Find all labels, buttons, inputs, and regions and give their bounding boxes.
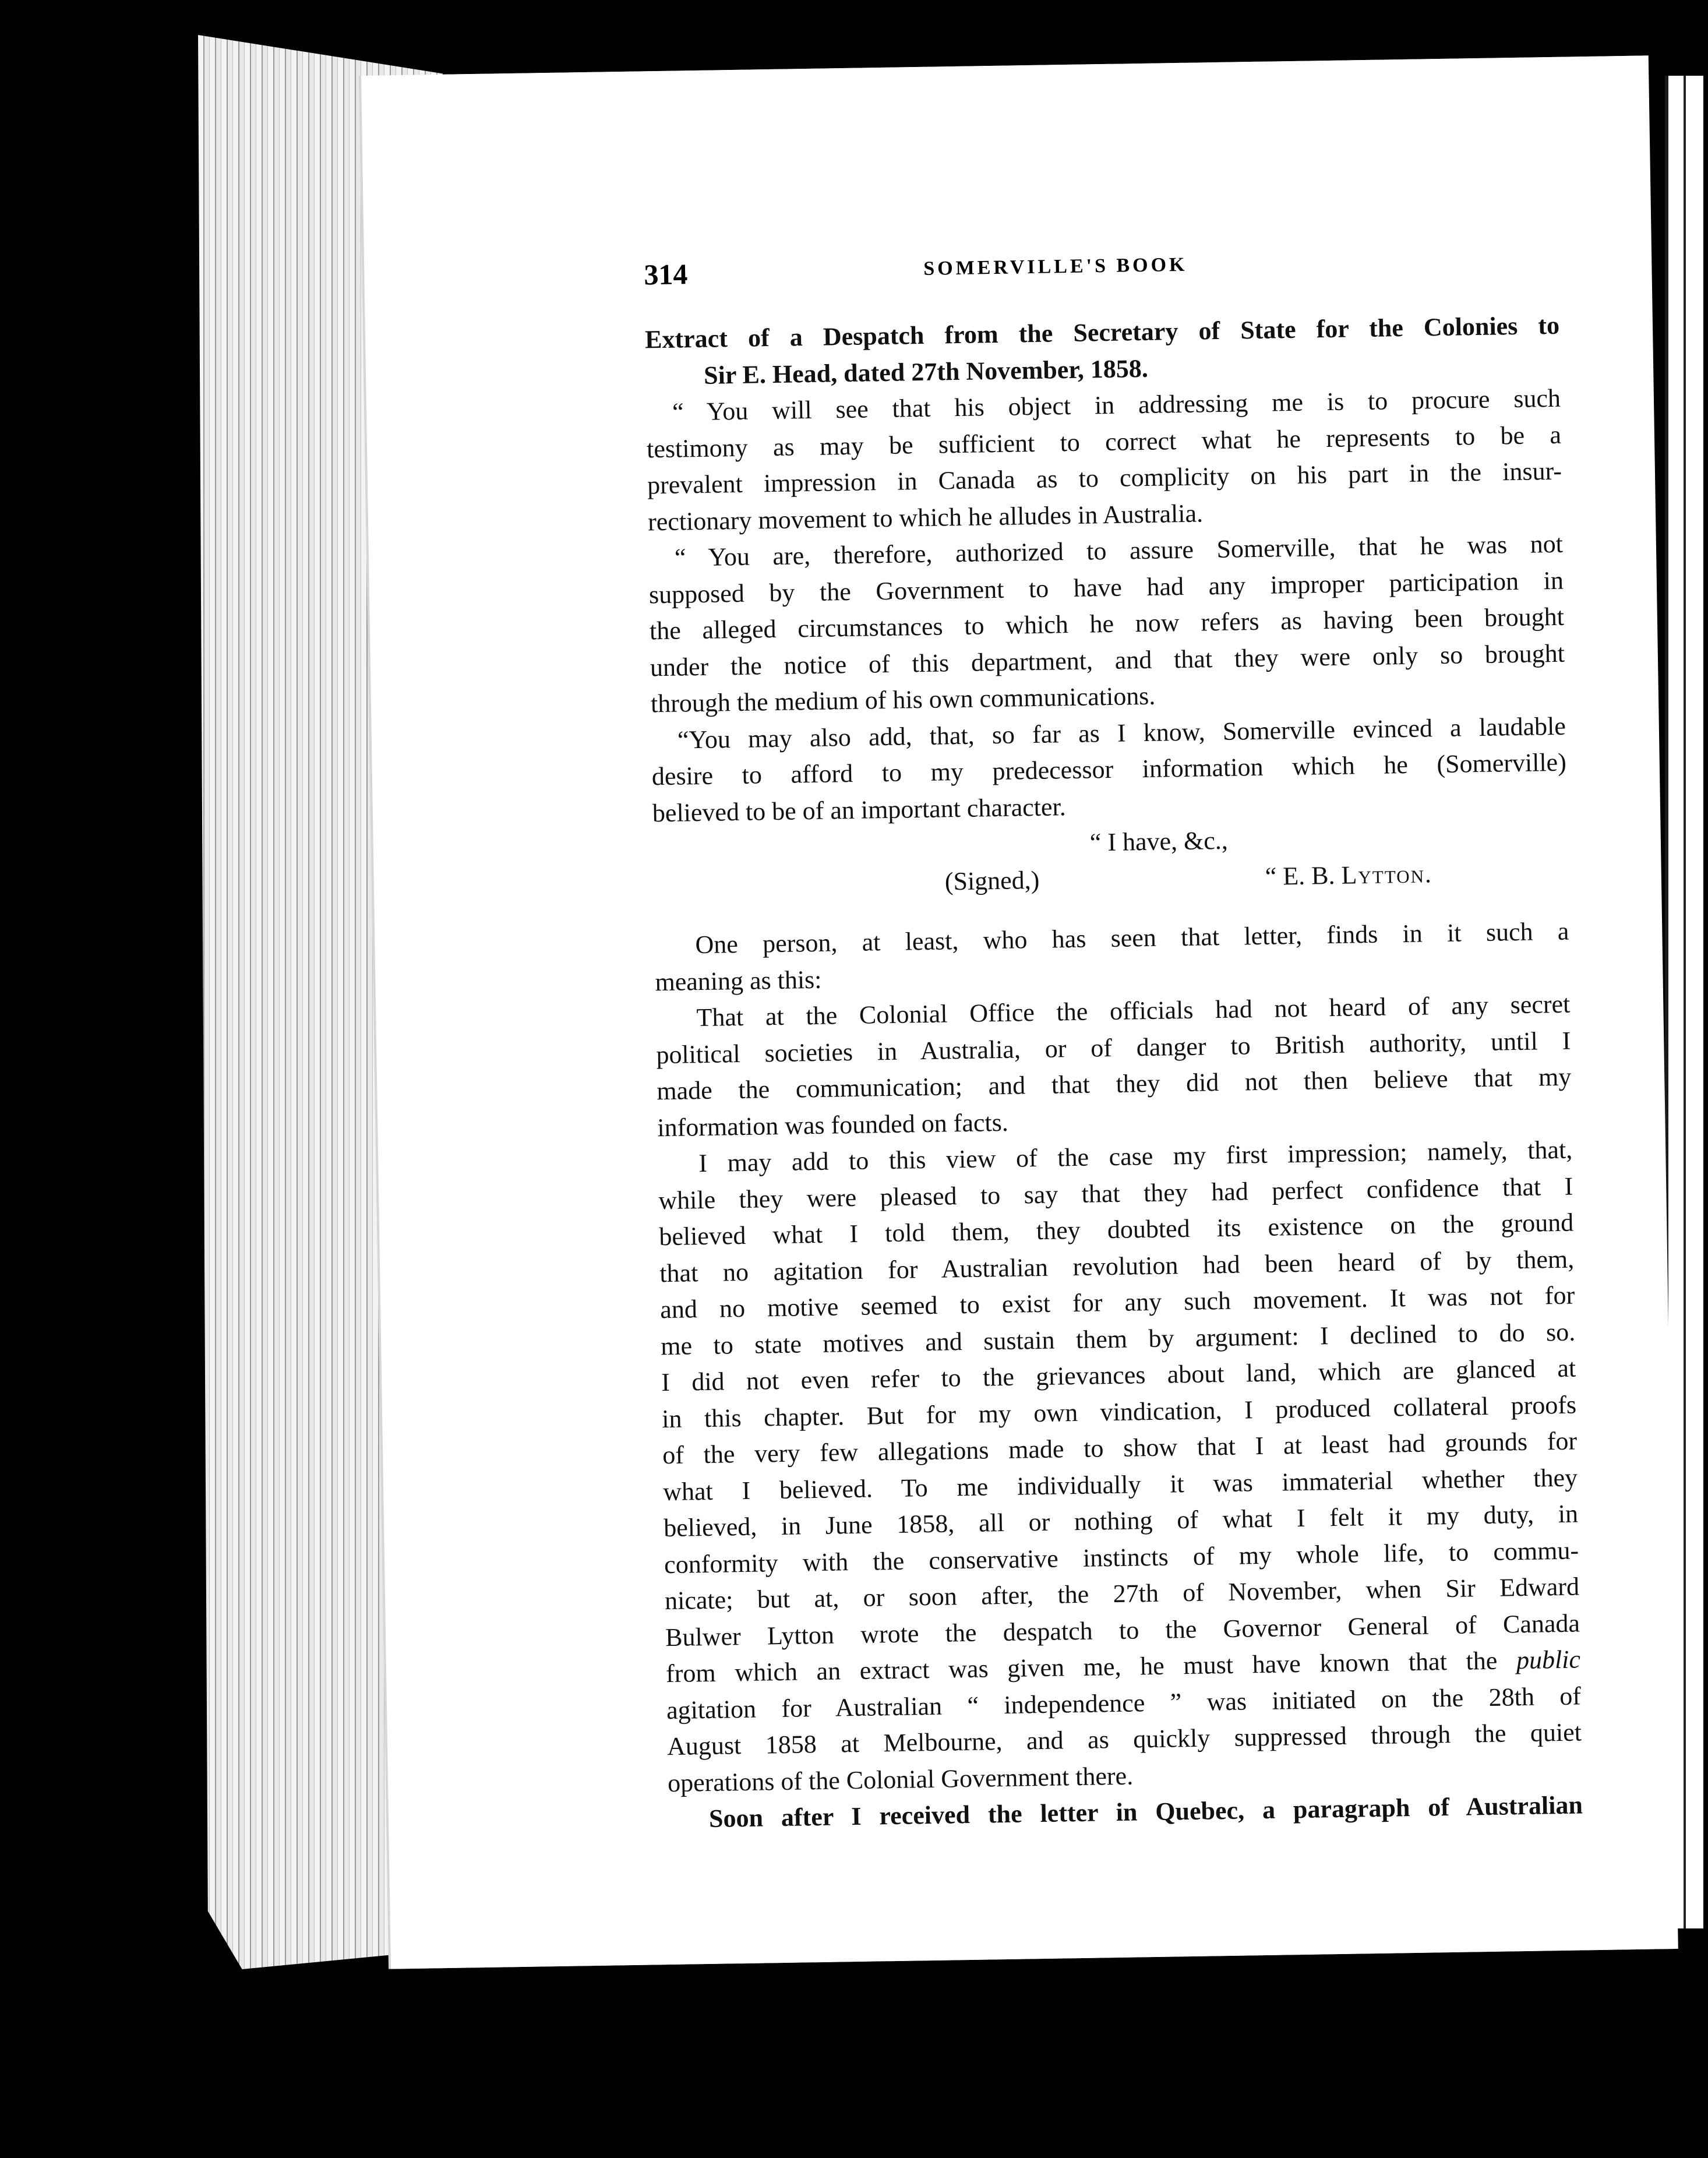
text-line: of the very few allegations made to show that I at least had grounds for [662,1426,1578,1470]
text-line: believed to be of an important character. [652,792,1067,827]
text-line: me to state motives and sustain them by argument: I declined to do so. [660,1317,1576,1360]
text-line: made the communication; and that they did not then believe that my [657,1062,1572,1106]
text-run: from which an extract was given me, he must have known that the [665,1646,1498,1688]
text-line: meaning as this: [655,965,822,996]
text-line: I did not even refer to the grievances about land, which are glanced at [661,1353,1576,1397]
italic-word: public [1516,1645,1581,1675]
text-line: information was founded on facts. [657,1108,1009,1142]
text-line: August 1858 at Melbourne, and as quickly suppressed through the quiet [666,1718,1582,1761]
extract-heading-line-1: Extract of a Despatch from the Secretary of State for the Colonies to [644,311,1560,354]
commentary-paragraph-2 [655,986,1572,1147]
text-line: while they were pleased to say that they had perfect confidence that I [658,1172,1573,1215]
running-title: SOMERVILLE'S BOOK [923,253,1188,280]
text-line: testimony as may be sufficient to correct what he represents to be a [646,420,1562,463]
text-line: agitation for Australian “ independence ” was initiated on the 28th of [666,1681,1582,1725]
commentary-paragraph-1 [654,914,1570,1001]
signer [1265,856,1432,895]
text-line: what I believed. To me individually it was immaterial whether they [662,1463,1578,1506]
text-line: believed what I told them, they doubted its existence on the ground [658,1208,1574,1251]
text-line: “ You will see that his object in addressing me is to procure such [672,383,1561,426]
text-line: conformity with the conservative instincts of my whole life, to commu- [664,1535,1579,1579]
text-line: nicate; but at, or soon after, the 27th of November, when Sir Edward [664,1572,1580,1616]
signed-label: (Signed,) [944,865,1040,895]
text-line: operations of the Colonial Government there. [667,1761,1134,1797]
text-line: One person, at least, who has seen that letter, finds in it such a [695,916,1569,960]
text-line: that no agitation for Australian revolution had been heard of by them, [659,1244,1575,1288]
signer-prefix: “ E. B. [1265,861,1335,891]
extract-heading-line-2: Sir E. Head, dated 27th November, 1858. [703,354,1149,390]
text-line: “ You are, therefore, authorized to assure Somerville, that he was not [674,529,1564,572]
text-line: That at the Colonial Office the officials had not heard of any secret [696,989,1571,1032]
text-line: rectionary movement to which he alludes in Australia. [647,498,1204,536]
book-page [361,55,1678,1969]
text-line: prevalent impression in Canada as to complicity on his part in the insur- [647,456,1562,500]
text-line: under the notice of this department, and that they were only so brought [650,639,1565,682]
page-body [645,308,1583,1838]
closing-line: “ I have, &c., [1089,826,1229,857]
text-line: Soon after I received the letter in Quebec, a paragraph of Australian [708,1790,1583,1833]
extract-paragraph-2 [648,526,1566,722]
text-line: political societies in Australia, or of danger to British authority, until I [656,1026,1571,1069]
text-line: and no motive seemed to exist for any such movement. It was not for [659,1281,1575,1324]
text-line: I may add to this view of the case my first impression; namely, that, [698,1135,1573,1178]
gutter-shadow [1684,76,1686,1928]
text-line: believed, in June 1858, all or nothing of what I felt it my duty, in [663,1499,1579,1543]
text-line: desire to afford to my predecessor information which he (Somerville) [651,747,1567,791]
commentary-paragraph-3 [658,1132,1582,1802]
text-line: supposed by the Government to have had any improper participation in [648,566,1564,609]
text-line: Bulwer Lytton wrote the despatch to the Governor General of Canada [665,1608,1580,1652]
signer-name: Lytton. [1341,859,1433,890]
text-line: through the medium of his own communications. [650,681,1156,718]
page-number: 314 [643,258,688,291]
extract-paragraph-1 [646,380,1563,541]
extract-paragraph-3 [651,708,1567,831]
text-line: the alleged circumstances to which he now refers as having been brought [649,602,1565,646]
text-line: “You may also add, that, so far as I know, Somerville evinced a laudable [677,711,1566,754]
running-head [644,244,1559,293]
text-line: in this chapter. But for my own vindication, I produced collateral proofs [661,1390,1577,1433]
